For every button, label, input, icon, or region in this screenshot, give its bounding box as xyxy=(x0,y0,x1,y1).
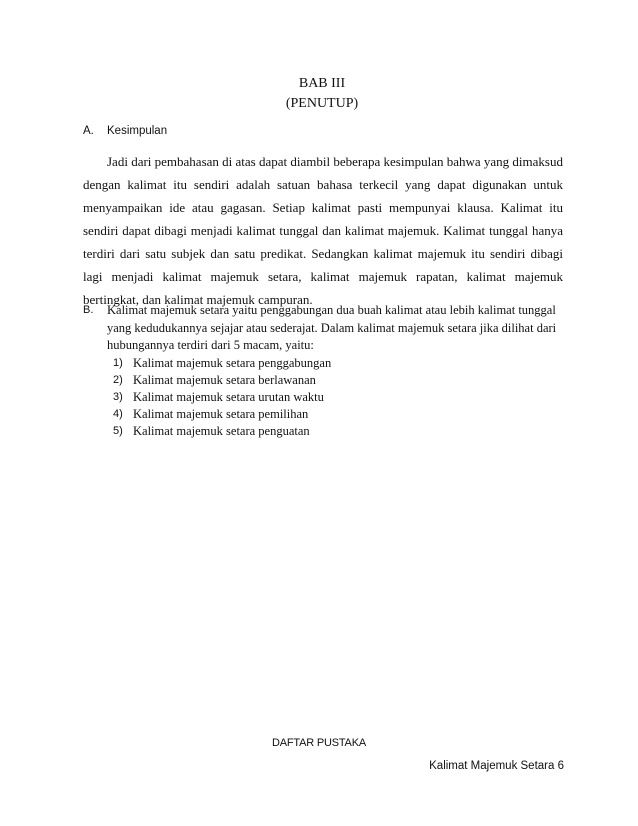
list-item-number: 4) xyxy=(113,407,123,420)
list-item-text: Kalimat majemuk setara penguatan xyxy=(133,423,310,438)
list-item xyxy=(113,406,569,423)
list-item-text: Kalimat majemuk setara berlawanan xyxy=(133,372,316,387)
section-b-marker: B. xyxy=(83,304,94,316)
list-item-text: Kalimat majemuk setara pemilihan xyxy=(133,406,309,421)
list-item-number: 5) xyxy=(113,424,123,437)
section-a-paragraph: Jadi dari pembahasan di atas dapat diambil beberapa kesimpulan bahwa yang dimaksud dengan kalimat itu sendiri adalah satuan bahasa terkecil yang dapat digunakan untuk menyampaikan ide atau gagasan. Setiap kalimat pasti mempunyai klausa. Kalimat itu sendiri dapat dibagi menjadi kalimat tunggal dan kalimat majemuk. Kalimat tunggal hanya terdiri dari satu subjek dan satu predikat. Sedangkan kalimat majemuk itu sendiri dibagi lagi menjadi kalimat majemuk setara, kalimat majemuk rapatan, kalimat majemuk bertingkat, dan kalimat majemuk campuran. xyxy=(83,154,563,307)
list-item xyxy=(113,423,569,440)
section-a-marker: A. xyxy=(83,125,94,137)
section-a-heading xyxy=(83,124,167,138)
references-heading: DAFTAR PUSTAKA xyxy=(272,737,366,749)
section-b xyxy=(83,302,569,440)
chapter-subtitle: (PENUTUP) xyxy=(285,96,359,111)
list-item-text: Kalimat majemuk setara urutan waktu xyxy=(133,389,324,404)
list-item-number: 2) xyxy=(113,373,123,386)
list-item xyxy=(113,389,569,406)
chapter-title: BAB III xyxy=(298,76,346,91)
types-list xyxy=(113,355,569,440)
page-footer-label: Kalimat Majemuk Setara 6 xyxy=(429,760,564,772)
list-item xyxy=(113,372,569,389)
section-b-paragraph: Kalimat majemuk setara yaitu penggabungan dua buah kalimat atau lebih kalimat tunggal yang kedudukannya sejajar atau sederajat. Dalam kalimat majemuk setara jika dilihat dari hubungannya terdiri dari 5 macam, yaitu: xyxy=(107,303,557,352)
list-item xyxy=(113,355,569,372)
list-item-text: Kalimat majemuk setara penggabungan xyxy=(133,355,332,370)
list-item-number: 3) xyxy=(113,390,123,403)
section-a-title: Kesimpulan xyxy=(107,125,168,137)
list-item-number: 1) xyxy=(113,356,123,369)
